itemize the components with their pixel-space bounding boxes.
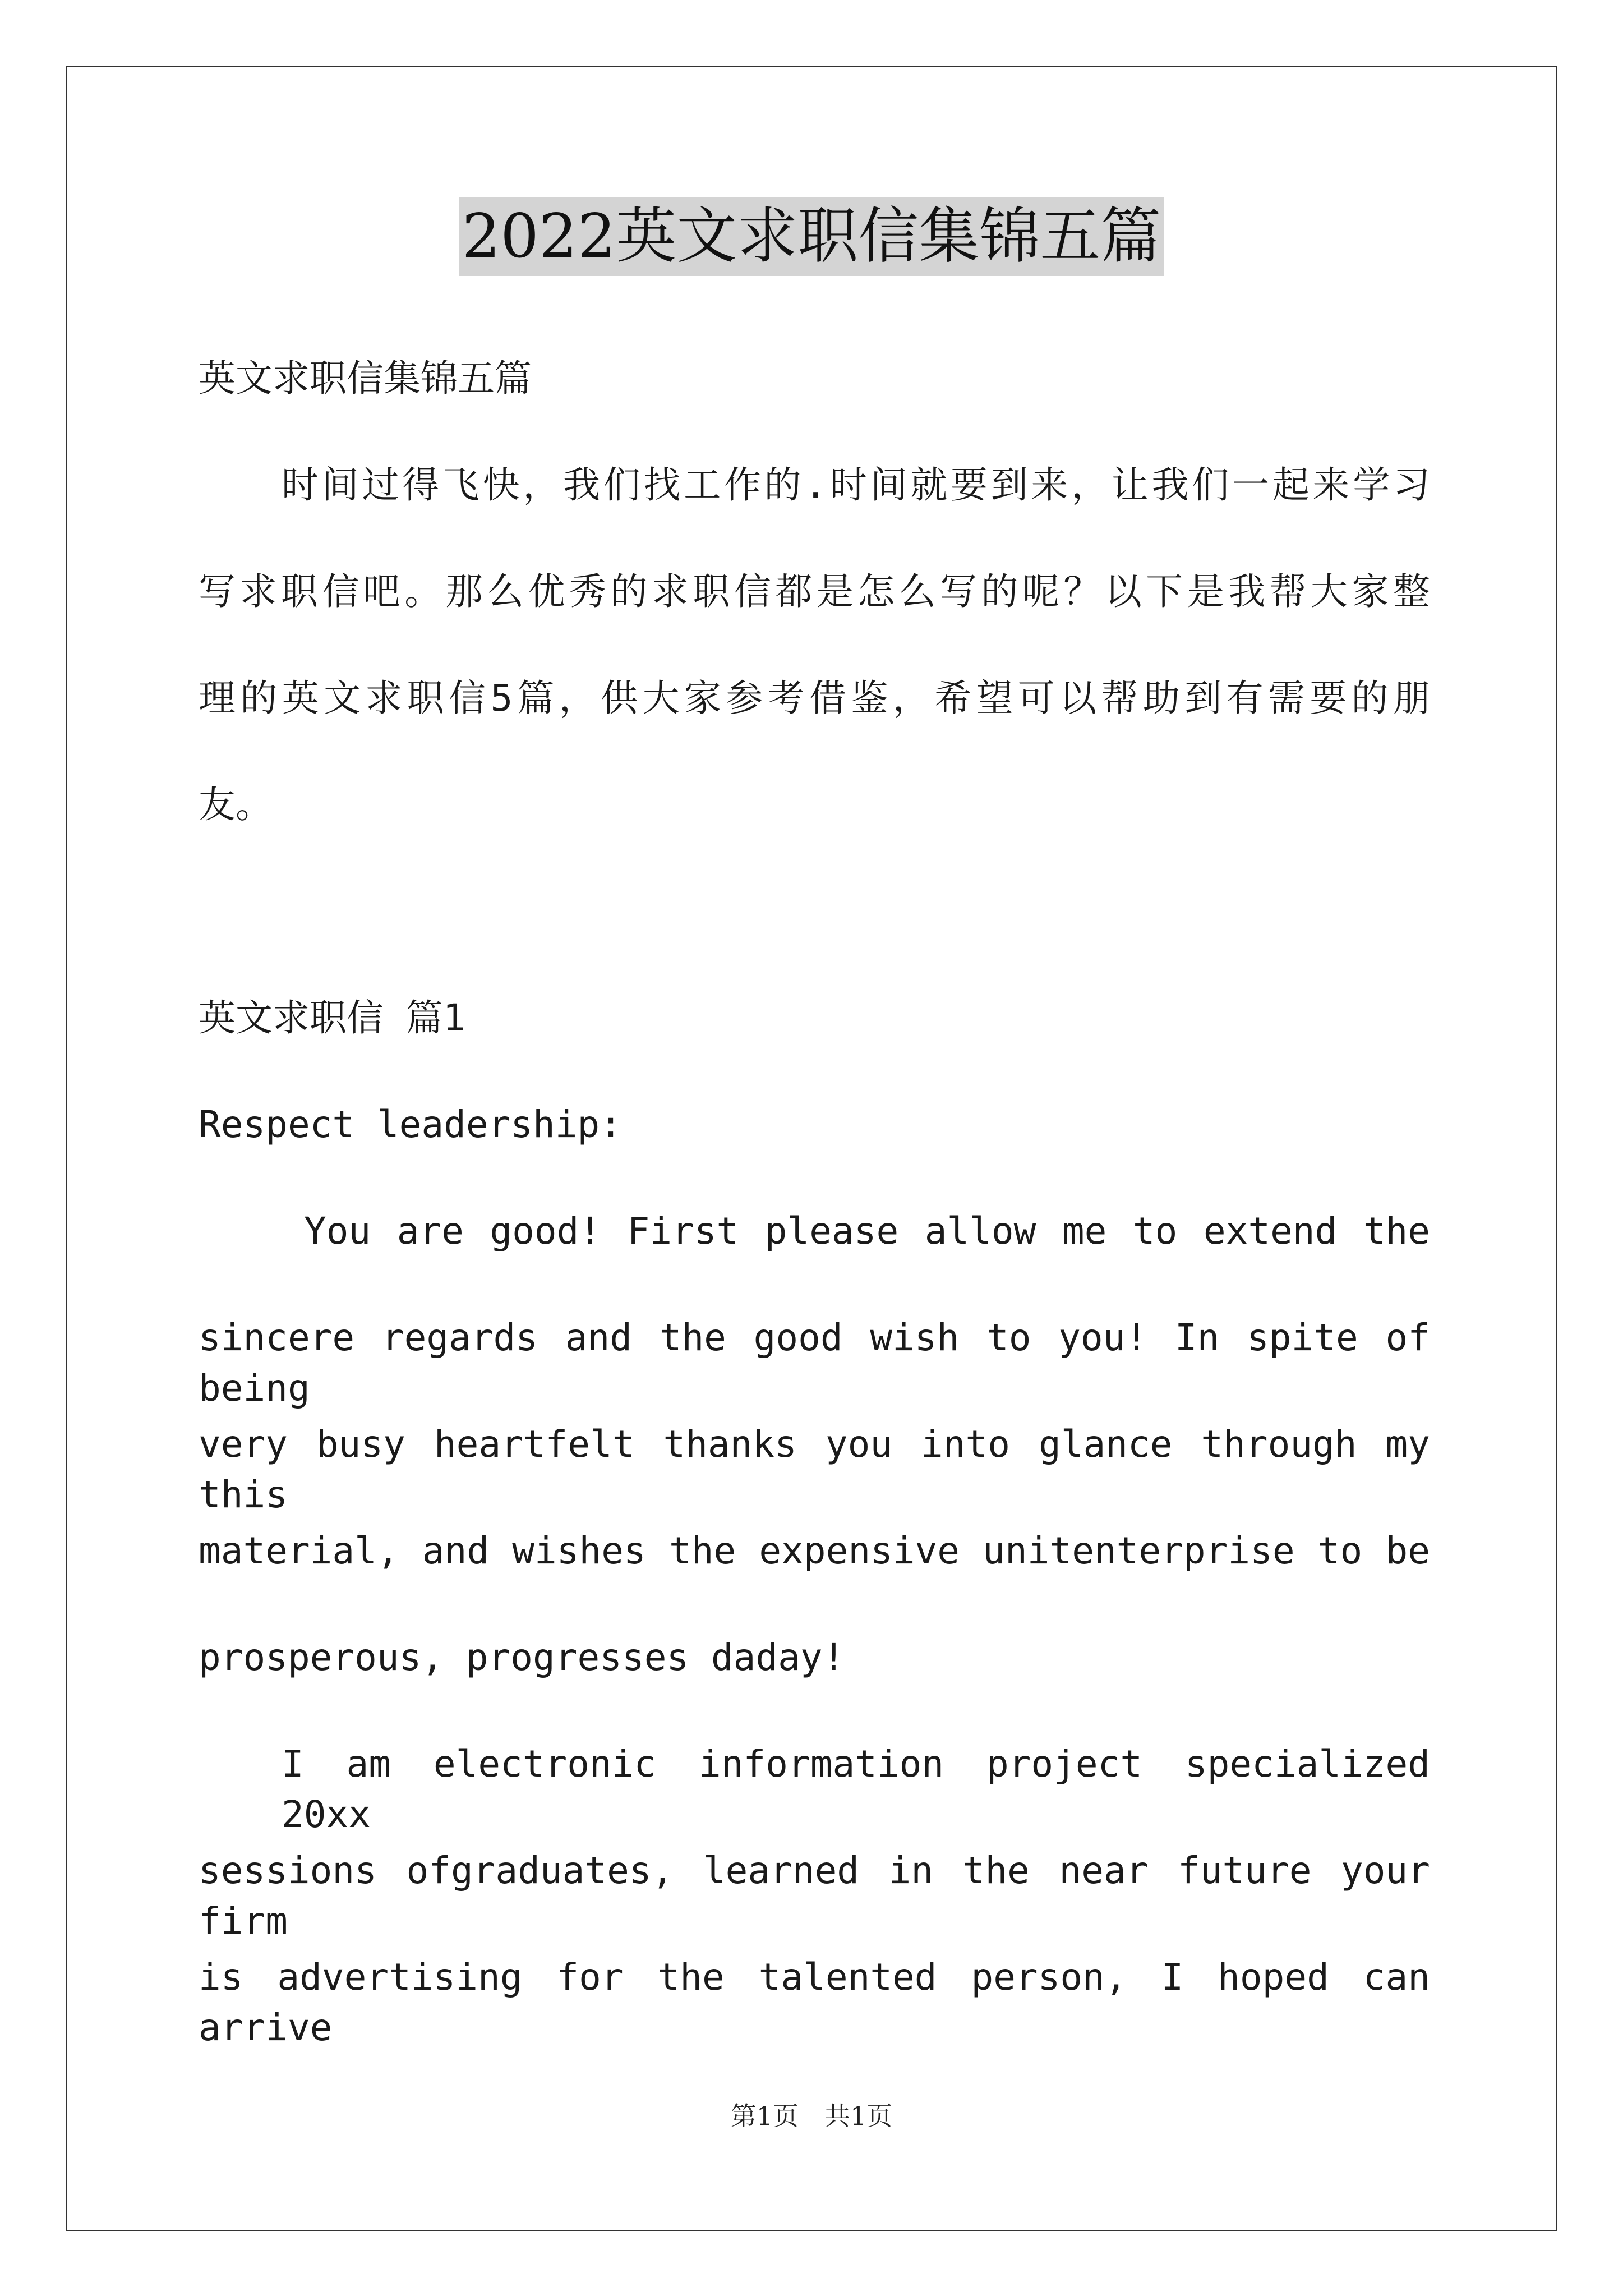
body-line: sessions ofgraduates, learned in the near future your firm bbox=[199, 1849, 1430, 1943]
intro-line: 写求职信吧。那么优秀的求职信都是怎么写的呢？以下是我帮大家整 bbox=[199, 570, 1430, 613]
body-line: very busy heartfelt thanks you into glance through my this bbox=[199, 1423, 1430, 1516]
intro-line: 时间过得飞快，我们找工作的.时间就要到来，让我们一起来学习 bbox=[282, 463, 1430, 507]
body-line: prosperous, progresses daday! bbox=[199, 1636, 845, 1679]
body-line: material, and wishes the expensive unitenterprise to be bbox=[199, 1529, 1430, 1572]
document-title: 2022英文求职信集锦五篇 bbox=[459, 197, 1165, 276]
intro-line: 友。 bbox=[199, 783, 273, 826]
title-wrap bbox=[0, 197, 1623, 276]
intro-line: 理的英文求职信5篇，供大家参考借鉴，希望可以帮助到有需要的朋 bbox=[199, 677, 1430, 720]
section-heading: 英文求职信 篇1 bbox=[199, 996, 465, 1039]
body-line: I am electronic information project specialized 20xx bbox=[282, 1742, 1430, 1836]
body-line: You are good! First please allow me to extend the bbox=[304, 1209, 1430, 1253]
body-line: is advertising for the talented person, I hoped can arrive bbox=[199, 1955, 1430, 2049]
salutation: Respect leadership: bbox=[199, 1103, 622, 1146]
subtitle: 英文求职信集锦五篇 bbox=[199, 357, 532, 400]
page-footer: 第1页 共1页 bbox=[730, 2101, 893, 2131]
body-line: sincere regards and the good wish to you! In spite of being bbox=[199, 1316, 1430, 1410]
